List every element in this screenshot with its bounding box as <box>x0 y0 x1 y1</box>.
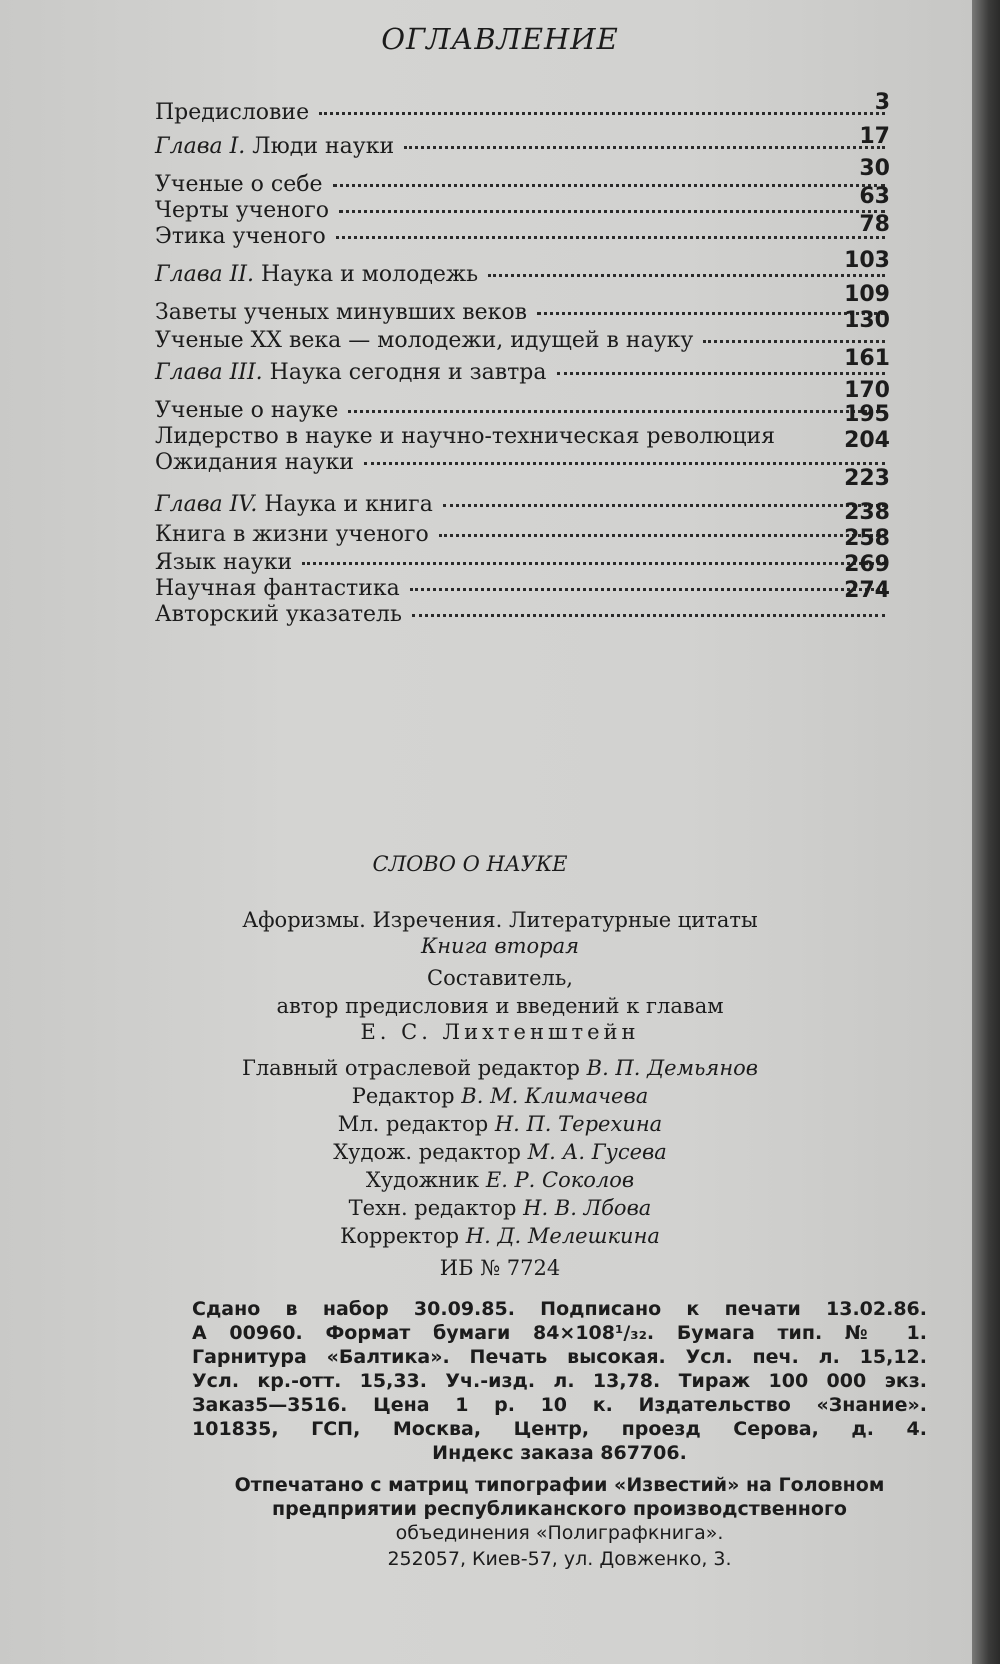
toc-entry-label: Заветы ученых минувших веков <box>155 300 528 325</box>
staff-line <box>0 1168 1000 1192</box>
chapter-prefix: Глава III. <box>155 360 263 385</box>
toc-entry-label: Ожидания науки <box>155 450 354 475</box>
toc-entry-label: Люди науки <box>252 134 395 159</box>
chapter-prefix: Глава I. <box>155 134 246 159</box>
ib-number: ИБ № 7724 <box>439 1256 561 1280</box>
toc-entry-label: Наука и молодежь <box>260 262 479 287</box>
toc-entry-label: Черты ученого <box>155 198 329 223</box>
printer-line: предприятии республиканского производственного <box>272 1498 847 1520</box>
staff-line <box>0 1140 1000 1164</box>
tech-line: Гарнитура «Балтика». Печать высокая. Усл. печ. л. 15,12. <box>192 1346 927 1368</box>
toc-entry-page: 78 <box>859 212 890 237</box>
staff-role: Корректор <box>340 1224 460 1248</box>
book-title: СЛОВО О НАУКЕ <box>372 852 568 876</box>
toc-entry-page: 30 <box>859 156 890 181</box>
toc-entry-label: Язык науки <box>155 550 293 575</box>
staff-name: Н. В. Лбова <box>523 1196 652 1220</box>
toc-entry-page: 109 <box>844 282 890 307</box>
tech-line: Сдано в набор 30.09.85. Подписано к печати 13.02.86. <box>192 1298 927 1320</box>
toc-entry-page: 204 <box>844 428 890 453</box>
leader-dots <box>333 174 886 187</box>
leader-dots <box>410 578 885 591</box>
toc-entry-page: 269 <box>844 552 890 577</box>
toc-entry-label: Научная фантастика <box>155 576 400 601</box>
leader-dots <box>302 552 885 565</box>
toc-entry-label: Этика ученого <box>155 224 326 249</box>
toc-entry-page: 195 <box>844 402 890 427</box>
toc-entry <box>155 492 895 522</box>
staff-name: В. М. Климачева <box>461 1084 649 1108</box>
toc-entry-page: 238 <box>844 500 890 525</box>
staff-line <box>0 1084 1000 1108</box>
staff-role: Редактор <box>351 1084 455 1108</box>
compiler-role: Составитель, <box>427 966 573 990</box>
leader-dots <box>339 200 885 213</box>
toc-entry-page: 258 <box>844 526 890 551</box>
staff-role: Мл. редактор <box>337 1112 489 1136</box>
staff-line <box>0 1112 1000 1136</box>
toc-entry-label: Ученые XX века — молодежи, идущей в науку <box>155 328 694 353</box>
chapter-prefix: Глава IV. <box>155 492 258 517</box>
toc-entry-page: 170 <box>844 378 890 403</box>
chapter-prefix: Глава II. <box>155 262 254 287</box>
toc-entry-label: Лидерство в науке и научно-техническая революция <box>155 424 776 449</box>
leader-dots <box>404 136 885 149</box>
tech-line: А 00960. Формат бумаги 84×108¹/₃₂. Бумага тип. № 1. <box>192 1322 927 1344</box>
printer-line: Отпечатано с матриц типографии «Известий» на Головном <box>234 1474 885 1496</box>
compiler-name: Е. С. Лихтенштейн <box>360 1020 640 1044</box>
toc-entry-label: Ученые о науке <box>155 398 339 423</box>
staff-name: М. А. Гусева <box>527 1140 667 1164</box>
toc-entry-label: Книга в жизни ученого <box>155 522 429 547</box>
printer-address: 252057, Киев-57, ул. Довженко, 3. <box>387 1548 732 1570</box>
leader-dots <box>412 604 885 617</box>
tech-line: Усл. кр.-отт. 15,33. Уч.-изд. л. 13,78. Тираж 100 000 экз. <box>192 1370 927 1392</box>
tech-line: 101835, ГСП, Москва, Центр, проезд Серова, д. 4. <box>192 1418 927 1440</box>
staff-line <box>0 1196 1000 1220</box>
staff-line <box>0 1224 1000 1248</box>
tech-line: Заказ5—3516. Цена 1 р. 10 к. Издательство «Знание». <box>192 1394 927 1416</box>
toc-entry-label: Наука и книга <box>264 492 433 517</box>
toc-entry-page: 274 <box>844 578 890 603</box>
printer-line: объединения «Полиграфкнига». <box>395 1522 724 1544</box>
toc-entry <box>155 134 895 164</box>
toc-entry-page: 17 <box>859 124 890 149</box>
tech-line: Индекс заказа 867706. <box>432 1442 687 1464</box>
staff-name: В. П. Демьянов <box>586 1056 759 1080</box>
toc-entry-page: 161 <box>844 346 890 371</box>
toc-entry <box>155 100 895 130</box>
staff-role: Художник <box>365 1168 480 1192</box>
book-volume: Книга вторая <box>420 934 580 958</box>
leader-dots <box>443 494 885 507</box>
toc-entry <box>155 602 895 632</box>
book-subtitle: Афоризмы. Изречения. Литературные цитаты <box>242 908 758 932</box>
staff-name: Е. Р. Соколов <box>485 1168 635 1192</box>
toc-entry <box>155 450 895 480</box>
toc-title: ОГЛАВЛЕНИЕ <box>381 22 619 56</box>
toc-entry-page: 103 <box>844 248 890 273</box>
toc-entry-label: Авторский указатель <box>155 602 403 627</box>
toc-entry-page: 63 <box>859 184 890 209</box>
toc-entry-label: Наука сегодня и завтра <box>269 360 547 385</box>
compiler-role-detail: автор предисловия и введений к главам <box>276 994 724 1018</box>
page-edge-shadow <box>972 0 1000 1664</box>
leader-dots <box>348 400 885 413</box>
toc-entry-page: 223 <box>844 466 890 491</box>
leader-dots <box>439 524 885 537</box>
toc-entry <box>155 328 895 358</box>
staff-line <box>0 1056 1000 1080</box>
toc-entry <box>155 224 895 254</box>
toc-entry-page: 130 <box>844 308 890 333</box>
leader-dots <box>319 102 885 115</box>
staff-role: Техн. редактор <box>348 1196 517 1220</box>
toc-entry-label: Предисловие <box>155 100 310 125</box>
toc-entry <box>155 360 895 390</box>
toc-entry <box>155 522 895 552</box>
staff-role: Худож. редактор <box>333 1140 521 1164</box>
toc-entry-label: Ученые о себе <box>155 172 323 197</box>
toc-entry-page: 3 <box>874 90 890 115</box>
leader-dots <box>364 452 885 465</box>
staff-name: Н. П. Терехина <box>494 1112 663 1136</box>
toc-entry <box>155 300 895 330</box>
leader-dots <box>336 226 885 239</box>
staff-role: Главный отраслевой редактор <box>241 1056 580 1080</box>
toc-entry <box>155 262 895 292</box>
staff-name: Н. Д. Мелешкина <box>465 1224 660 1248</box>
